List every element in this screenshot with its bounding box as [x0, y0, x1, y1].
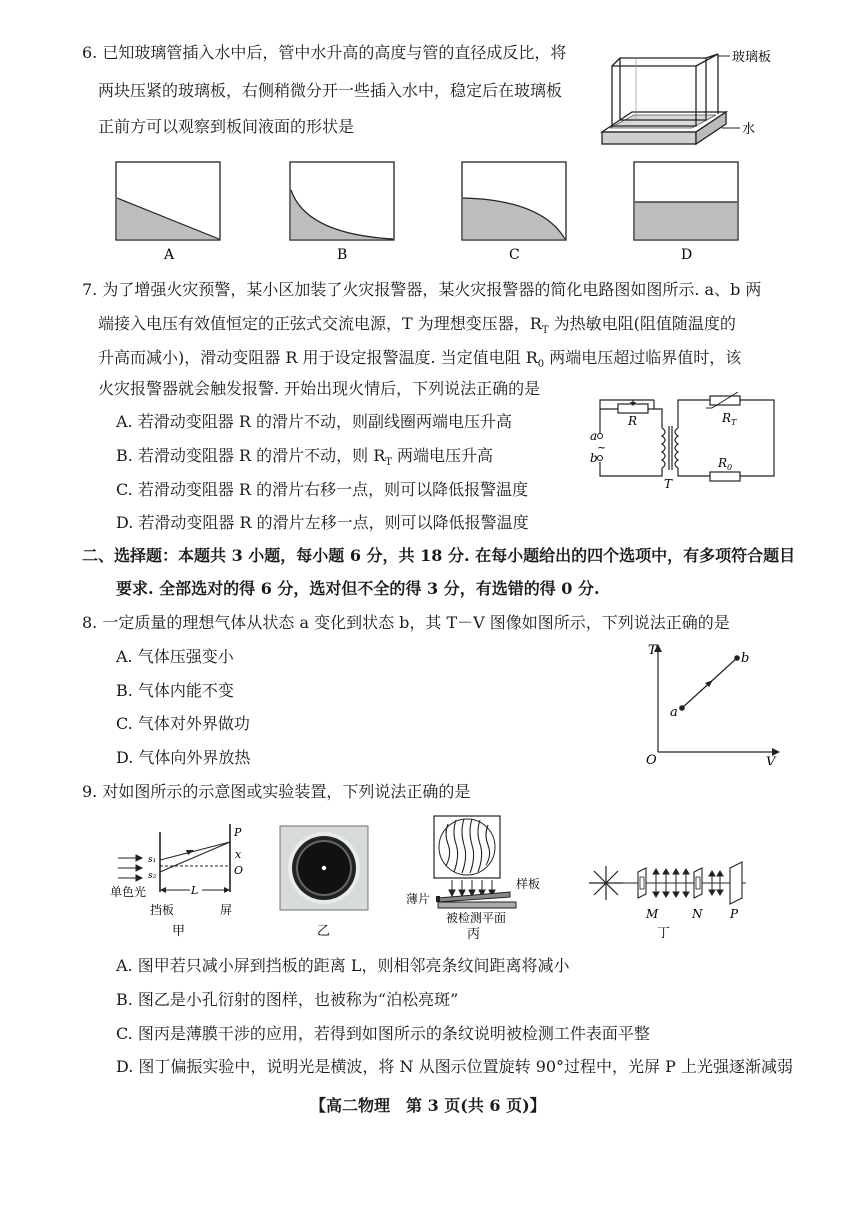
q7-line-2-text: 端接入电压有效值恒定的正弦式交流电源，T 为理想变压器，R [98, 314, 542, 333]
choice-a-label: A [164, 247, 175, 263]
polarizer-m-label: M [646, 907, 659, 921]
q7-rt-subscript: T [541, 325, 549, 337]
q7-line-3 [98, 347, 741, 376]
choice-c-label: C [509, 247, 520, 263]
slit-s2-label: s₂ [148, 871, 157, 881]
q8-stem: 8. 一定质量的理想气体从状态 a 变化到状态 b，其 T－V 图像如图所示，下列说法正确的是 [82, 613, 730, 632]
q9-option-d: D. 图丁偏振实验中，说明光是横波，将 N 从图示位置旋转 90°过程中，光屏 P 上光强逐渐减弱 [116, 1057, 793, 1076]
q7-line-2 [98, 313, 736, 342]
page-footer: 【高二物理 第 3 页(共 6 页)】 [310, 1096, 546, 1115]
q6-line-3: 正前方可以观察到板间液面的形状是 [98, 117, 355, 136]
choice-b-panel [290, 162, 394, 263]
q7-line-3-text: 升高而减小)，滑动变阻器 R 用于设定报警温度. 当定值电阻 R [98, 348, 538, 367]
alarm-circuit-figure [586, 392, 786, 492]
fixed-resistor-label: $R_0$ [718, 456, 733, 472]
sample-label: 样板 [516, 877, 541, 891]
point-o-label: O [234, 864, 244, 877]
section-2-line-1: 二、选择题：本题共 3 小题，每小题 6 分，共 18 分. 在每小题给出的四个选项中，有多项符合题目 [82, 546, 796, 565]
q7-option-b-text: B. 若滑动变阻器 R 的滑片不动，则 R [116, 446, 386, 465]
q9-option-c: C. 图丙是薄膜干涉的应用，若得到如图所示的条纹说明被检测工件表面平整 [116, 1024, 650, 1043]
rheostat-label: R [628, 414, 638, 428]
water-label: 水 [742, 122, 756, 137]
choice-b-label: B [337, 247, 348, 263]
baffle-label: 挡板 [150, 903, 175, 917]
q7-line-3-rest: 两端电压超过临界值时，该 [544, 348, 742, 367]
figure-jia-label: 甲 [172, 924, 186, 939]
origin-label: O [646, 753, 657, 765]
terminal-b-label: b [590, 451, 598, 465]
slit-s1-label: s₁ [148, 855, 157, 865]
ac-source-symbol: ~ [597, 441, 607, 454]
light-label: 单色光 [110, 885, 147, 899]
q7-option-d: D. 若滑动变阻器 R 的滑片左移一点，则可以降低报警温度 [116, 513, 529, 532]
screen-p-label: P [730, 907, 739, 921]
choice-a-panel [116, 162, 220, 263]
q6-line-2: 两块压紧的玻璃板，右侧稍微分开一些插入水中，稳定后在玻璃板 [98, 81, 563, 100]
polarizer-n-label: N [692, 907, 703, 921]
q7-option-c: C. 若滑动变阻器 R 的滑片右移一点，则可以降低报警温度 [116, 480, 529, 499]
polarization-figure [586, 860, 756, 940]
q8-option-c: C. 气体对外界做功 [116, 714, 250, 733]
figure-bing-label: 丙 [467, 927, 481, 940]
q7-r0-subscript: 0 [537, 359, 545, 371]
poisson-spot-figure [278, 822, 372, 940]
transformer-label: T [664, 477, 673, 491]
q7-option-a: A. 若滑动变阻器 R 的滑片不动，则副线圈两端电压升高 [116, 412, 512, 431]
axis-t-label: T [648, 643, 657, 658]
double-slit-figure [110, 822, 260, 940]
q7-option-b-subscript: T [385, 457, 392, 469]
distance-l-label: L [191, 884, 199, 897]
q9-option-a: A. 图甲若只减小屏到挡板的距离 L，则相邻亮条纹间距离将减小 [116, 956, 570, 975]
choice-d-label: D [681, 247, 693, 263]
tv-graph-figure [640, 640, 780, 765]
q7-option-b-rest: 两端电压升高 [391, 446, 494, 465]
q7-option-b [116, 445, 493, 474]
q8-option-a: A. 气体压强变小 [116, 647, 234, 666]
q7-line-4: 火灾报警器就会触发报警. 开始出现火情后，下列说法正确的是 [98, 379, 541, 398]
q6-choices-figure [112, 160, 772, 264]
tested-plane-label: 被检测平面 [446, 911, 507, 925]
q8-option-b: B. 气体内能不变 [116, 681, 234, 700]
plate-label: 玻璃板 [732, 50, 772, 65]
state-b-label: b [741, 651, 750, 666]
point-p-label: P [234, 826, 242, 839]
axis-v-label: V [766, 755, 776, 765]
section-2-line-2: 要求. 全部选对的得 6 分，选对但不全的得 3 分，有选错的得 0 分. [116, 579, 600, 598]
terminal-a-label: a [590, 429, 598, 443]
distance-x-label: x [235, 848, 242, 861]
state-a-label: a [670, 705, 678, 720]
film-label: 薄片 [406, 892, 431, 906]
figure-ding-label: 丁 [657, 926, 671, 940]
screen-label: 屏 [220, 903, 233, 917]
q9-option-b: B. 图乙是小孔衍射的图样，也被称为“泊松亮斑” [116, 990, 459, 1009]
light-source-icon [589, 866, 623, 900]
q6-line-1: 6. 已知玻璃管插入水中后，管中水升高的高度与管的直径成反比，将 [82, 43, 567, 62]
thin-film-figure [398, 812, 548, 940]
q8-option-d: D. 气体向外界放热 [116, 748, 251, 767]
figure-yi-label: 乙 [317, 924, 331, 939]
q7-line-2-rest: 为热敏电阻(阻值随温度的 [548, 314, 736, 333]
q9-stem: 9. 对如图所示的示意图或实验装置，下列说法正确的是 [82, 782, 471, 801]
q7-line-1: 7. 为了增强火灾预警，某小区加装了火灾报警器，某火灾报警器的简化电路图如图所示. a、b 两 [82, 280, 762, 299]
thermistor-label: $R_T$ [722, 411, 737, 427]
choice-d-panel [634, 162, 738, 263]
glass-plate-figure [596, 40, 796, 152]
choice-c-panel [462, 162, 566, 263]
